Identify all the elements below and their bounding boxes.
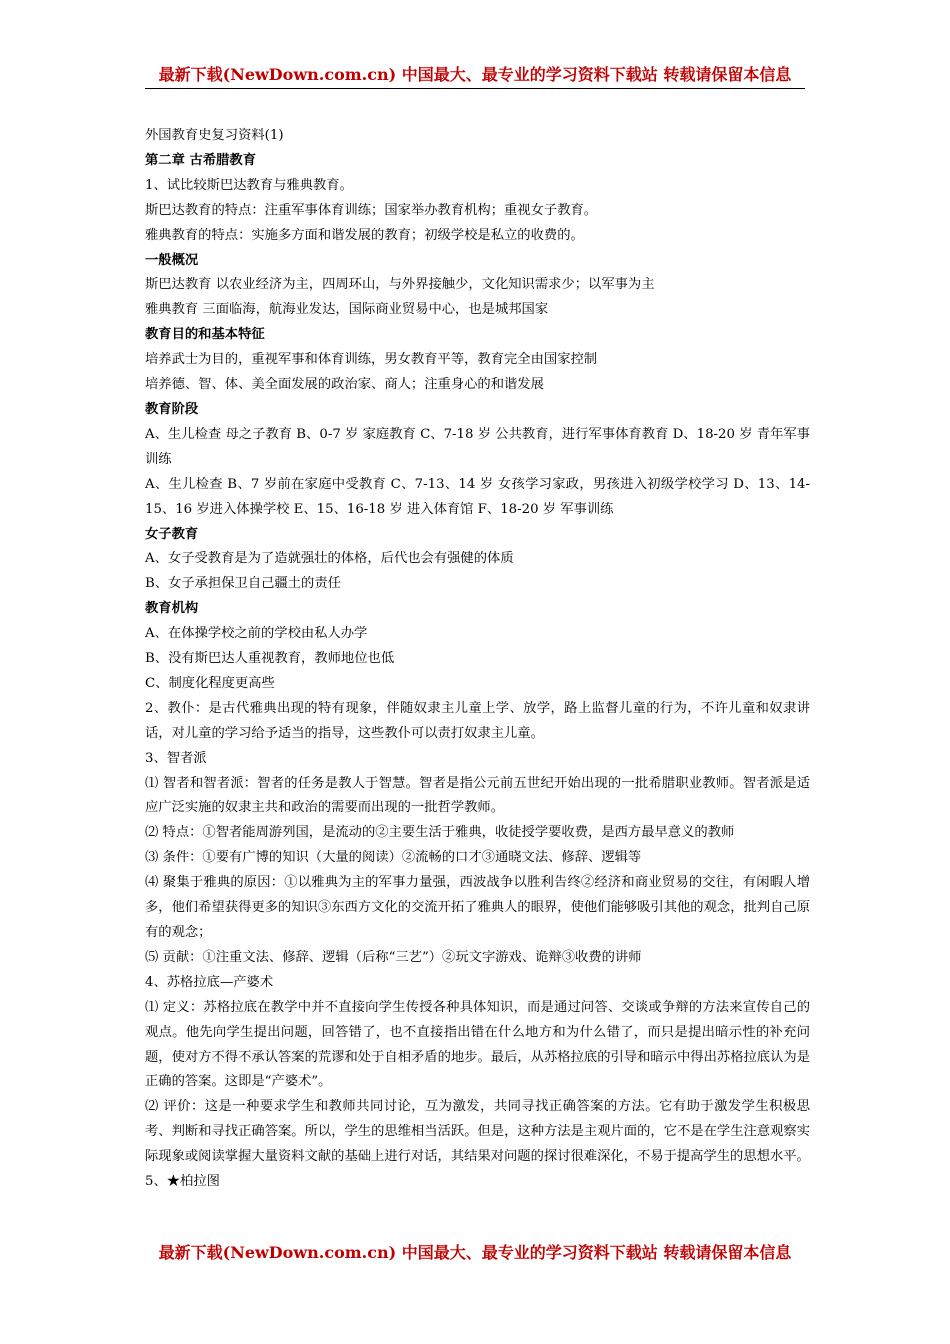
section-heading: 第二章 古希腊教育 [145,152,257,168]
section-heading: 女子教育 [145,526,199,542]
paragraph: A、女子受教育是为了造就强壮的体格，后代也会有强健的体质 [145,551,514,567]
section-heading: 教育阶段 [145,401,199,417]
paragraph: C、制度化程度更高些 [145,675,275,691]
paragraph: 2、教仆：是古代雅典出现的特有现象，伴随奴隶主儿童上学、放学，路上监督儿童的行为，不许儿童和奴隶讲话，对儿童的学习给予适当的指导，这些教仆可以责打奴隶主儿童。 [145,700,810,741]
paragraph: B、女子承担保卫自己疆土的责任 [145,576,341,592]
section-heading: 教育目的和基本特征 [145,327,265,343]
section-heading: 一般概况 [145,252,199,268]
paragraph: B、没有斯巴达人重视教育，教师地位也低 [145,651,395,667]
page-header: 最新下载(NewDown.com.cn) 中国最大、最专业的学习资料下载站 转载请保留本信息 [158,65,792,84]
paragraph: ⑷ 聚集于雅典的原因：①以雅典为主的军事力量强，西波战争以胜利告终②经济和商业贸易的交往，有闲暇人增多，他们希望获得更多的知识③东西方文化的交流开拓了雅典人的眼界，使他们能够吸引其他的观念，批判自己原有的观念； [145,875,810,940]
paragraph: 雅典教育 三面临海，航海业发达，国际商业贸易中心，也是城邦国家 [145,302,549,318]
paragraph: A、在体操学校之前的学校由私人办学 [145,626,368,642]
paragraph: ⑶ 条件：①要有广博的知识（大量的阅读）②流畅的口才③通晓文法、修辞、逻辑等 [145,850,642,866]
paragraph: ⑵ 评价：这是一种要求学生和教师共同讨论，互为激发，共同寻找正确答案的方法。它有助于激发学生积极思考、判断和寻找正确答案。所以，学生的思维相当活跃。但是，这种方法是主观片面的，它不是在学生注意观察实际现象或阅读掌握大量资料文献的基础上进行对话，其结果对问题的探讨很难深化，不易于提高学生的思想水平。 [145,1099,810,1165]
paragraph: 雅典教育的特点：实施多方面和谐发展的教育；初级学校是私立的收费的。 [145,227,584,243]
paragraph: 斯巴达教育 以农业经济为主，四周环山，与外界接触少，文化知识需求少；以军事为主 [145,277,655,293]
paragraph: A、生儿检查 B、7 岁前在家庭中受教育 C、7-13、14 岁 女孩学习家政，男孩进入初级学校学习 D、13、14-15、16 岁进入体操学校 E、15、16-18 岁 进入体育馆 F、18-20 岁 军事训练 [145,476,810,517]
paragraph: 外国教育史复习资料(1) [145,128,284,143]
header-divider [145,88,805,89]
paragraph: 5、★柏拉图 [145,1174,220,1190]
paragraph: ⑴ 定义：苏格拉底在教学中并不直接向学生传授各种具体知识，而是通过问答、交谈或争辩的方法来宣传自己的观点。他先向学生提出问题，回答错了，也不直接指出错在什么地方和为什么错了，而只是提出暗示性的补充问题，使对方不得不承认答案的荒谬和处于自相矛盾的地步。最后，从苏格拉底的引导和暗示中得出苏格拉底认为是正确的答案。这即是“产婆术”。 [145,999,810,1090]
paragraph: 培养德、智、体、美全面发展的政治家、商人；注重身心的和谐发展 [145,377,544,393]
paragraph: 4、苏格拉底—产婆术 [145,974,274,990]
paragraph: 培养武士为目的，重视军事和体育训练，男女教育平等，教育完全由国家控制 [145,352,598,368]
paragraph: 1、试比较斯巴达教育与雅典教育。 [145,177,353,193]
page-footer: 最新下载(NewDown.com.cn) 中国最大、最专业的学习资料下载站 转载请保留本信息 [158,1243,792,1262]
document-body [145,124,810,1195]
paragraph: ⑴ 智者和智者派：智者的任务是教人于智慧。智者是指公元前五世纪开始出现的一批希腊职业教师。智者派是适应广泛实施的奴隶主共和政治的需要而出现的一批哲学教师。 [145,775,810,816]
paragraph: 斯巴达教育的特点：注重军事体育训练；国家举办教育机构；重视女子教育。 [145,202,598,218]
section-heading: 教育机构 [145,601,199,617]
paragraph: 3、智者派 [145,750,207,766]
paragraph: ⑵ 特点：①智者能周游列国，是流动的②主要生活于雅典，收徒授学要收费，是西方最早意义的教师 [145,825,735,841]
paragraph: A、生儿检查 母之子教育 B、0-7 岁 家庭教育 C、7-18 岁 公共教育，进行军事体育教育 D、18-20 岁 青年军事训练 [145,426,810,467]
paragraph: ⑸ 贡献：①注重文法、修辞、逻辑（后称“三艺”）②玩文字游戏、诡辩③收费的讲师 [145,949,642,965]
